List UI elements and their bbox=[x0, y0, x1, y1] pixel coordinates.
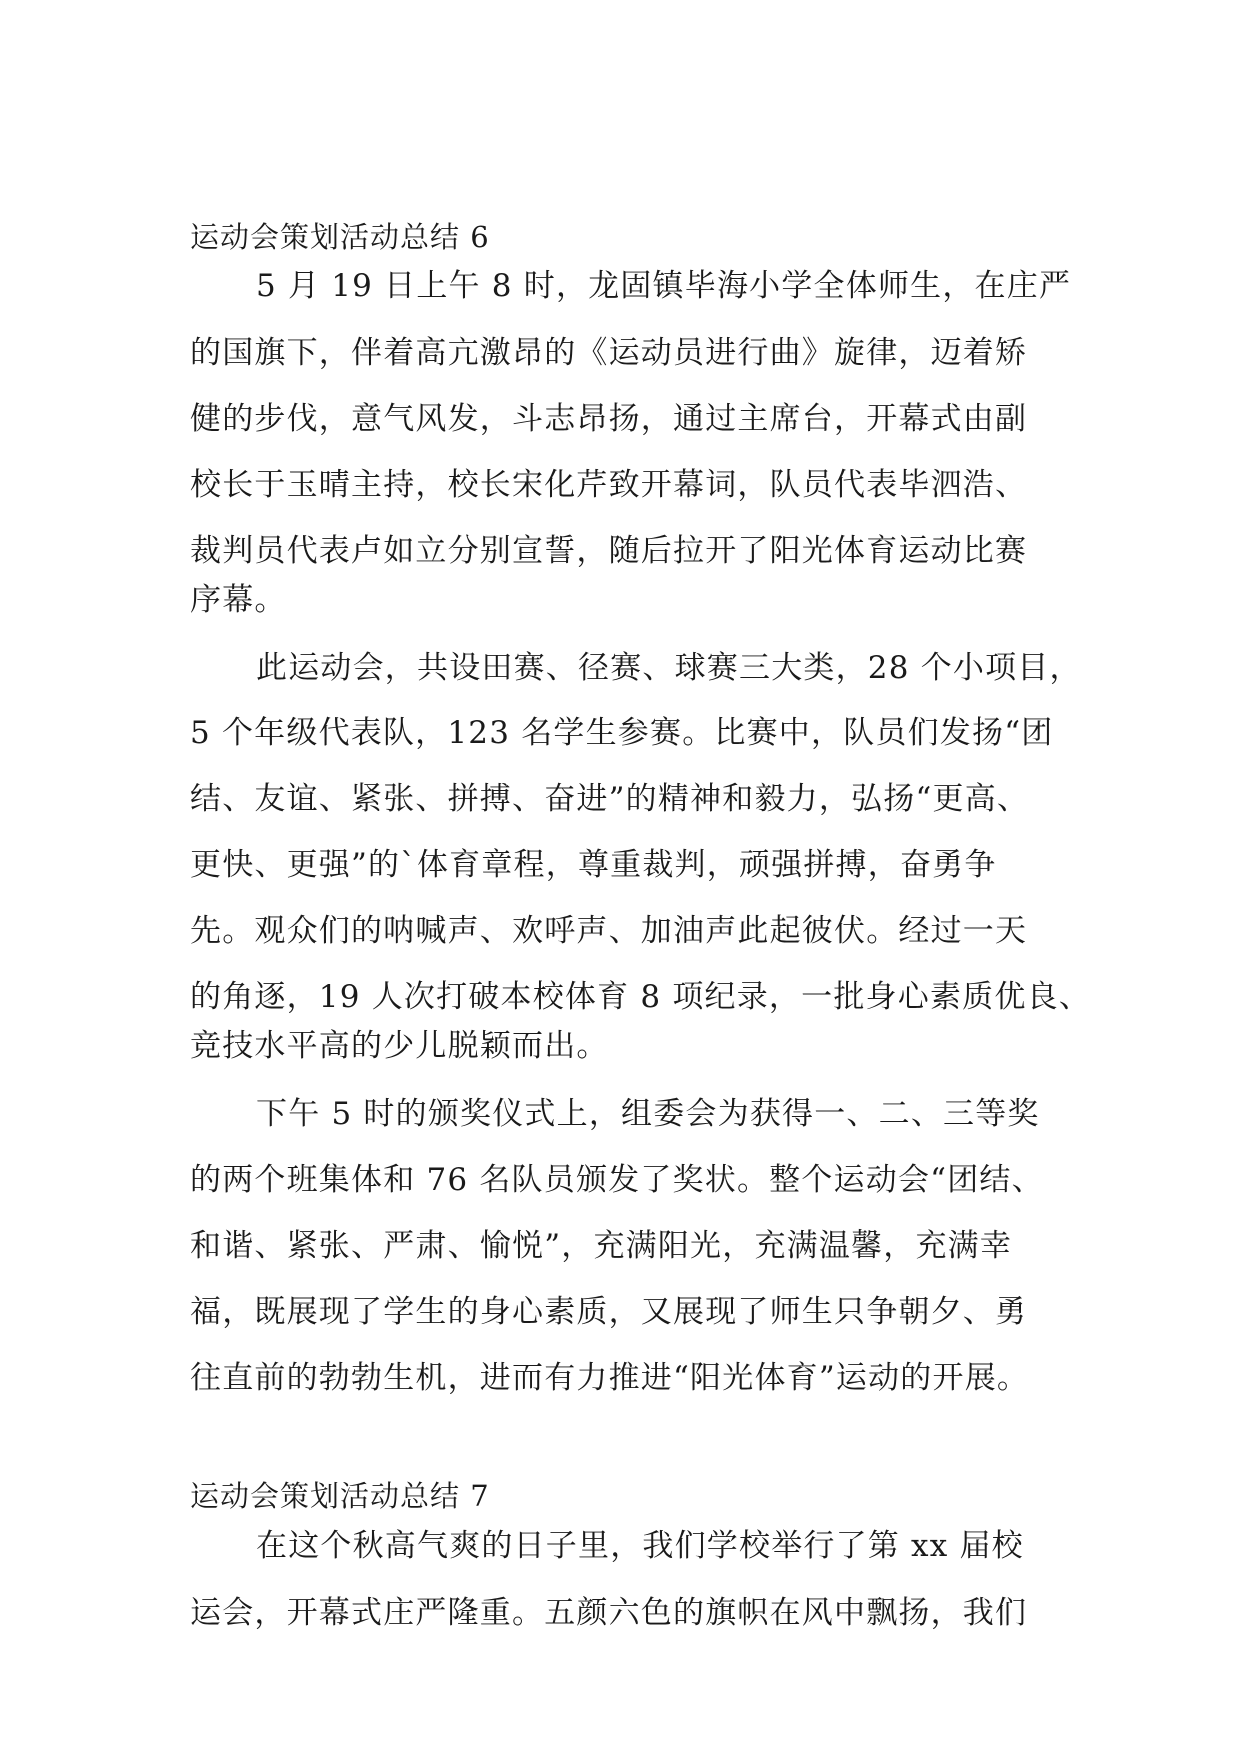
paragraph-line: 的两个班集体和 76 名队员颁发了奖状。整个运动会“团结、 bbox=[190, 1162, 1044, 1198]
paragraph-line: 此运动会，共设田赛、径赛、球赛三大类，28 个小项目， bbox=[256, 650, 1082, 686]
paragraph-line: 5 月 19 日上午 8 时，龙固镇毕海小学全体师生，在庄严 bbox=[256, 268, 1072, 304]
paragraph-line: 的角逐，19 人次打破本校体育 8 项纪录，一批身心素质优良、 bbox=[190, 979, 1091, 1015]
paragraph-line: 校长于玉晴主持，校长宋化芹致开幕词，队员代表毕泗浩、 bbox=[190, 467, 1028, 503]
paragraph-line: 福，既展现了学生的身心素质，又展现了师生只争朝夕、勇 bbox=[190, 1294, 1028, 1330]
paragraph-line: 在这个秋高气爽的日子里，我们学校举行了第 xx 届校 bbox=[256, 1528, 1024, 1564]
paragraph-line: 结、友谊、紧张、拼搏、奋进”的精神和毅力，弘扬“更高、 bbox=[190, 781, 1030, 817]
paragraph-line: 裁判员代表卢如立分别宣誓，随后拉开了阳光体育运动比赛 bbox=[190, 533, 1028, 569]
paragraph-line: 竞技水平高的少儿脱颖而出。 bbox=[190, 1028, 609, 1064]
paragraph-line: 往直前的勃勃生机，进而有力推进“阳光体育”运动的开展。 bbox=[190, 1360, 1030, 1396]
paragraph-line: 运会，开幕式庄严隆重。五颜六色的旗帜在风中飘扬，我们 bbox=[190, 1595, 1028, 1631]
paragraph-line: 先。观众们的呐喊声、欢呼声、加油声此起彼伏。经过一天 bbox=[190, 913, 1028, 949]
section-7-title: 运动会策划活动总结 7 bbox=[190, 1479, 490, 1513]
paragraph-line: 序幕。 bbox=[190, 582, 287, 618]
paragraph-line: 更快、更强”的`体育章程，尊重裁判，顽强拼搏，奋勇争 bbox=[190, 847, 997, 883]
paragraph-line: 5 个年级代表队，123 名学生参赛。比赛中，队员们发扬“团 bbox=[190, 715, 1054, 751]
paragraph-line: 和谐、紧张、严肃、愉悦”，充满阳光，充满温馨，充满幸 bbox=[190, 1228, 1013, 1264]
paragraph-line: 健的步伐，意气风发，斗志昂扬，通过主席台，开幕式由副 bbox=[190, 401, 1028, 437]
paragraph-line: 的国旗下，伴着高亢激昂的《运动员进行曲》旋律，迈着矫 bbox=[190, 335, 1028, 371]
paragraph-line: 下午 5 时的颁奖仪式上，组委会为获得一、二、三等奖 bbox=[256, 1096, 1040, 1132]
section-6-title: 运动会策划活动总结 6 bbox=[190, 220, 490, 254]
